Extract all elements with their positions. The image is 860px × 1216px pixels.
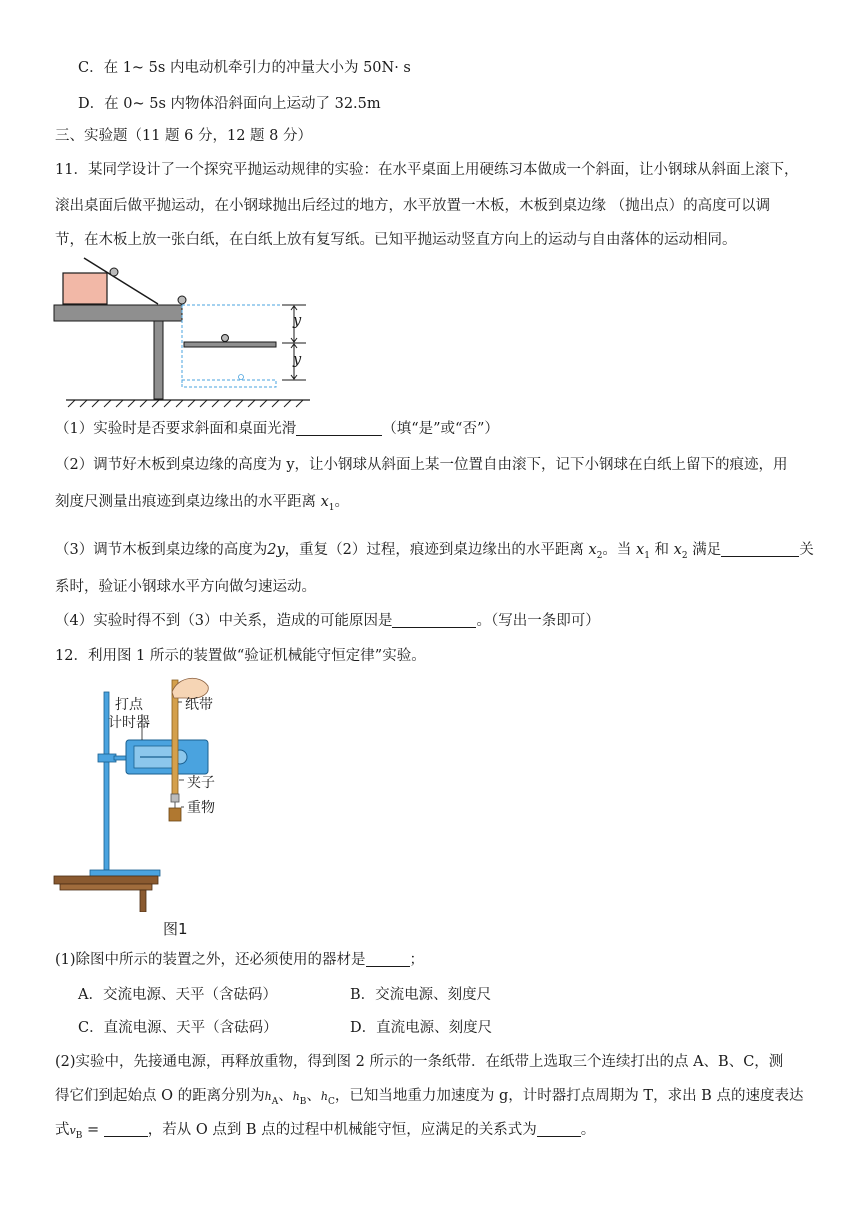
q12-part2-blank-velocity[interactable]	[104, 1121, 148, 1137]
sub-C: C	[328, 1096, 335, 1107]
clip	[171, 794, 179, 802]
label-tape: 纸带	[185, 697, 213, 713]
sub-1: 1	[328, 502, 335, 513]
q12-part2-blank-relation[interactable]	[537, 1121, 581, 1137]
q10-option-d: D．在 0~ 5s 内物体沿斜面向上运动了 32.5m	[78, 96, 381, 112]
table-leg	[154, 321, 163, 399]
block	[63, 273, 107, 304]
tabletop	[54, 305, 182, 321]
bench-leg	[140, 890, 146, 912]
sep-2: 、	[306, 1088, 321, 1104]
q11-part1-blank[interactable]	[296, 420, 382, 436]
q11-part3-line2: 系时，验证小钢球水平方向做匀速运动。	[55, 579, 316, 595]
var-hA: h	[264, 1090, 272, 1103]
var-vB: v	[69, 1124, 76, 1137]
q11-part3-text-b: ，重复（2）过程，痕迹到桌边缘出的水平距离	[284, 542, 589, 558]
q11-stem-line1: 11．某同学设计了一个探究平抛运动规律的实验：在水平桌面上用硬练习本做成一个斜面，让小钢球从斜面上滚下，	[55, 162, 799, 178]
var-x2b: x	[673, 542, 682, 558]
label-timer-2: 计时器	[108, 715, 150, 731]
q11-part3-text-c: 。当	[602, 542, 637, 558]
q11-part4	[55, 611, 600, 631]
figure-1-caption: 图1	[163, 920, 188, 938]
sub-B: B	[299, 1096, 307, 1107]
sep-1: 、	[278, 1088, 293, 1104]
ball-ghost	[239, 375, 244, 380]
q12-part1-blank[interactable]	[366, 951, 410, 967]
q12-option-d[interactable]: D．直流电源、刻度尺	[350, 1020, 493, 1036]
sub-vB: B	[75, 1130, 83, 1141]
period: 。	[334, 494, 350, 510]
q11-part3-text-e: 满足	[687, 542, 722, 558]
ball-on-slope	[110, 268, 118, 276]
var-2y: 2y	[267, 542, 285, 558]
ball-on-board	[222, 335, 229, 342]
q12-part2-line1: (2)实验中，先接通电源，再释放重物，得到图 2 所示的一条纸带．在纸带上选取三个连续打出的点 A、B、C，测	[55, 1054, 784, 1070]
y-label-upper: y	[293, 313, 302, 329]
q11-part3-text-a: （3）调节木板到桌边缘的高度为	[55, 542, 268, 558]
q11-stem-line2: 滚出桌面后做平抛运动，在小钢球抛出后经过的地方，水平放置一木板，木板到桌边缘 （抛出点）的高度可以调	[55, 198, 771, 214]
ground-hatching	[68, 400, 303, 407]
var-x1: x	[636, 542, 645, 558]
section-heading: 三、实验题（11 题 6 分，12 题 8 分）	[55, 128, 313, 144]
q11-apparatus-figure	[38, 256, 338, 412]
q12-part2-text-c: 式	[55, 1122, 70, 1138]
q11-part3-text-f: 关	[799, 542, 814, 558]
q12-part2-text-b: ，已知当地重力加速度为 g，计时器打点周期为 T，求出 B 点的速度表达	[334, 1088, 804, 1104]
sub-A: A	[271, 1096, 279, 1107]
q11-part2-text: 刻度尺测量出痕迹到桌边缘出的水平距离	[55, 494, 321, 510]
q11-stem-line3: 节，在木板上放一张白纸，在白纸上放有复写纸。已知平抛运动竖直方向上的运动与自由落体的运动相同。	[55, 232, 737, 248]
q12-part2-text-a: 得它们到起始点 O 的距离分别为	[55, 1088, 265, 1104]
q11-part4-hint: 。（写出一条即可）	[476, 613, 600, 629]
q12-part2-line3	[55, 1120, 595, 1146]
q12-apparatus-figure	[50, 672, 250, 912]
q12-part2-line2	[55, 1086, 803, 1112]
var-hC: h	[320, 1090, 329, 1103]
q12-part1-end: ；	[409, 952, 425, 968]
sub-2b: 2	[681, 550, 688, 561]
q12-option-c[interactable]: C．直流电源、天平（含砝码）	[78, 1020, 278, 1036]
label-weight: 重物	[187, 800, 215, 816]
q11-part3-text-d: 和	[649, 542, 674, 558]
q12-option-a[interactable]: A．交流电源、天平（含砝码）	[78, 987, 277, 1003]
q11-part1-text: （1）实验时是否要求斜面和桌面光滑	[55, 421, 297, 437]
var-hB: h	[292, 1090, 300, 1103]
ball-at-edge	[178, 296, 186, 304]
q12-option-b[interactable]: B．交流电源、刻度尺	[350, 987, 492, 1003]
q11-part3-line1	[55, 540, 814, 566]
q10-option-c: C．在 1~ 5s 内电动机牵引力的冲量大小为 50N· s	[78, 60, 411, 76]
label-clip: 夹子	[187, 775, 215, 791]
q12-part2-end: 。	[580, 1122, 596, 1138]
weight	[169, 808, 181, 821]
y-label-lower: y	[293, 352, 302, 368]
var-x: x	[320, 494, 329, 510]
q12-part1	[55, 950, 424, 970]
stand-clamp	[98, 754, 116, 762]
var-x2: x	[588, 542, 597, 558]
q11-part2-line2	[55, 492, 349, 518]
bench-top	[54, 876, 158, 884]
label-timer-1: 打点	[115, 697, 143, 713]
q11-part3-blank[interactable]	[721, 541, 799, 557]
stand-base	[90, 870, 160, 876]
board	[184, 342, 276, 347]
q11-part2-line1: （2）调节好木板到桌边缘的高度为 y，让小钢球从斜面上某一位置自由滚下，记下小钢球在白纸上留下的痕迹，用	[55, 457, 788, 473]
q12-part2-text-d: ，若从 O 点到 B 点的过程中机械能守恒，应满足的关系式为	[147, 1122, 537, 1138]
q11-part1	[55, 419, 499, 439]
q11-part1-hint: （填“是”或“否”）	[382, 421, 499, 437]
q11-part4-blank[interactable]	[392, 612, 476, 628]
q12-part1-text: (1)除图中所示的装置之外，还必须使用的器材是	[55, 952, 366, 968]
q12-stem: 12．利用图 1 所示的装置做“验证机械能守恒定律”实验。	[55, 648, 426, 664]
sub-2: 2	[596, 550, 603, 561]
equals: =	[82, 1122, 104, 1138]
q11-part4-text: （4）实验时得不到（3）中关系，造成的可能原因是	[55, 613, 393, 629]
sub-1b: 1	[644, 550, 650, 561]
